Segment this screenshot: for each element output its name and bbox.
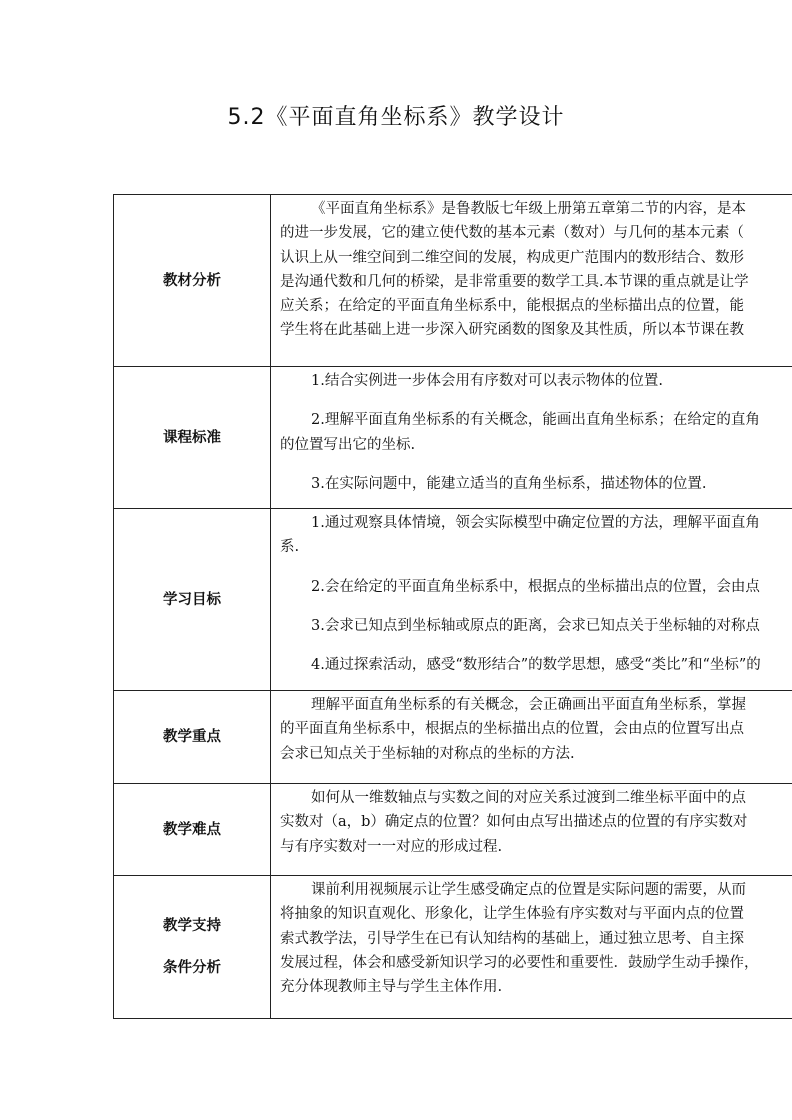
content-item: 4.通过探索活动，感受“数形结合”的数学思想，感受“类比”和“坐标”的 bbox=[311, 657, 761, 674]
row-content bbox=[271, 784, 792, 876]
content-line: 将抽象的知识直观化、形象化，让学生体验有序实数对与平面内点的位置 bbox=[280, 906, 744, 923]
row-label: 教材分析 bbox=[114, 195, 271, 367]
content-line: 充分体现教师主导与学生主体作用. bbox=[280, 979, 503, 996]
content-line: 课前利用视频展示让学生感受确定点的位置是实际问题的需要，从而 bbox=[311, 882, 746, 898]
content-line: 与有序实数对一一对应的形成过程. bbox=[280, 838, 503, 855]
content-line: 的进一步发展，它的建立使代数的基本元素（数对）与几何的基本元素（ bbox=[280, 225, 744, 242]
table-row bbox=[114, 195, 792, 367]
row-content bbox=[271, 876, 792, 1019]
row-label: 教学重点 bbox=[114, 691, 271, 784]
row-content bbox=[271, 509, 792, 691]
table-row bbox=[114, 691, 792, 784]
content-item-continuation: 系. bbox=[280, 539, 300, 556]
document-title: 5.2《平面直角坐标系》教学设计 bbox=[227, 105, 565, 130]
content-item: 3.会求已知点到坐标轴或原点的距离，会求已知点关于坐标轴的对称点 bbox=[311, 617, 760, 634]
row-content bbox=[271, 195, 792, 367]
table-row bbox=[114, 367, 792, 509]
table-row bbox=[114, 509, 792, 691]
content-line: 认识上从一维空间到二维空间的发展，构成更广范围内的数形结合、数形 bbox=[280, 249, 744, 266]
row-label-line: 教学支持 bbox=[163, 918, 221, 934]
content-line: 《平面直角坐标系》是鲁教版七年级上册第五章第二节的内容，是本 bbox=[311, 201, 746, 217]
row-label: 学习目标 bbox=[114, 509, 271, 691]
content-line: 学生将在此基础上进一步深入研究函数的图象及其性质，所以本节课在教 bbox=[280, 322, 744, 339]
content-line: 应关系；在给定的平面直角坐标系中，能根据点的坐标描出点的位置，能 bbox=[280, 298, 744, 315]
content-item: 1.通过观察具体情境，领会实际模型中确定位置的方法，理解平面直角 bbox=[311, 515, 760, 531]
content-line: 实数对（a，b）确定点的位置？如何由点写出描述点的位置的有序实数对 bbox=[280, 814, 748, 831]
content-item: 2.会在给定的平面直角坐标系中，根据点的坐标描出点的位置，会由点 bbox=[311, 578, 760, 595]
row-label: 教学难点 bbox=[114, 784, 271, 876]
content-line: 如何从一维数轴点与实数之间的对应关系过渡到二维坐标平面中的点 bbox=[311, 790, 746, 806]
row-label bbox=[114, 876, 271, 1019]
content-item: 3.在实际问题中，能建立适当的直角坐标系，描述物体的位置. bbox=[311, 475, 707, 492]
content-line: 发展过程，体会和感受新知识学习的必要性和重要性．鼓励学生动手操作， bbox=[280, 954, 759, 971]
row-content bbox=[271, 691, 792, 784]
lesson-plan-table-container bbox=[113, 194, 792, 1020]
table-row bbox=[114, 876, 792, 1019]
lesson-plan-table bbox=[113, 194, 792, 1019]
content-item-continuation: 的位置写出它的坐标. bbox=[280, 436, 416, 453]
row-label: 课程标准 bbox=[114, 367, 271, 509]
content-item: 2.理解平面直角坐标系的有关概念，能画出直角坐标系；在给定的直角 bbox=[311, 412, 760, 429]
content-line: 会求已知点关于坐标轴的对称点的坐标的方法. bbox=[280, 745, 575, 762]
content-line: 索式教学法，引导学生在已有认知结构的基础上，通过独立思考、自主探 bbox=[280, 930, 744, 947]
row-content bbox=[271, 367, 792, 509]
content-line: 的平面直角坐标系中，根据点的坐标描出点的位置，会由点的位置写出点 bbox=[280, 721, 744, 738]
content-line: 理解平面直角坐标系的有关概念，会正确画出平面直角坐标系，掌握 bbox=[311, 697, 746, 713]
table-row bbox=[114, 784, 792, 876]
content-item: 1.结合实例进一步体会用有序数对可以表示物体的位置. bbox=[311, 373, 663, 389]
row-label-line: 条件分析 bbox=[163, 960, 221, 976]
content-line: 是沟通代数和几何的桥梁，是非常重要的数学工具.本节课的重点就是让学 bbox=[280, 273, 749, 290]
